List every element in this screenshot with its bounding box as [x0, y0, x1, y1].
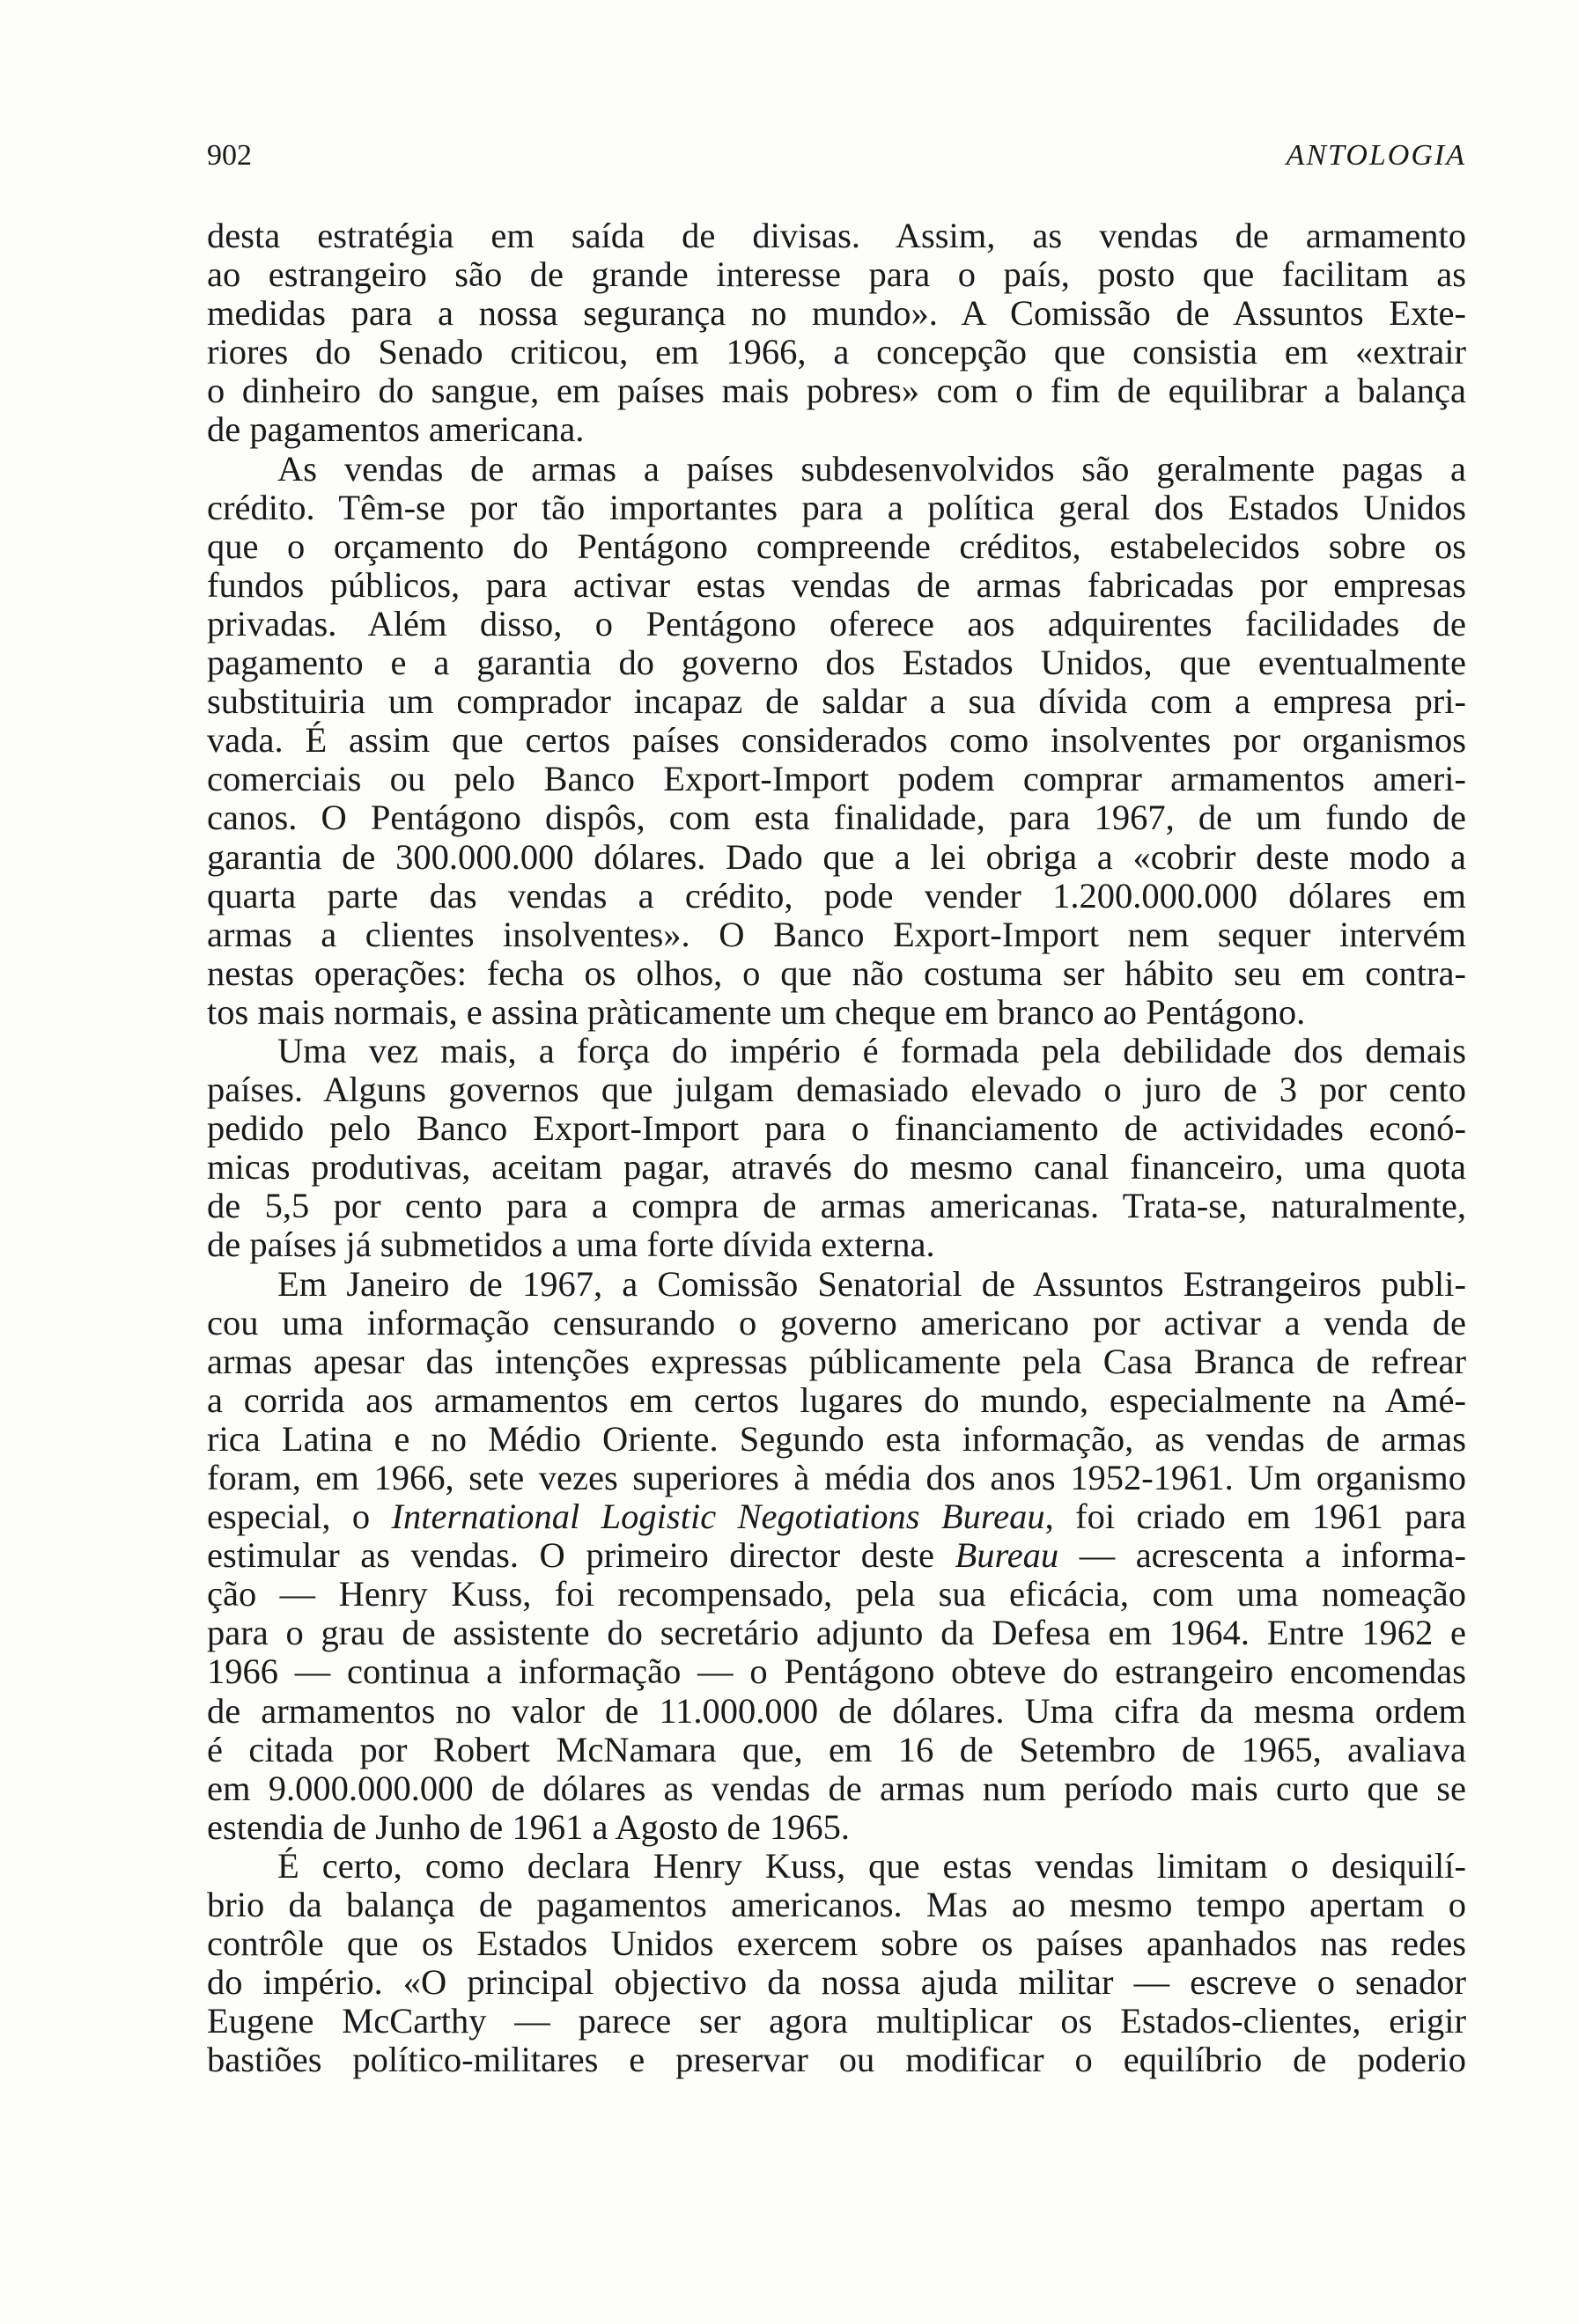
text-line: para o grau de assistente do secretário adjunto da Defesa em 1964. Entre 1962 e [207, 1613, 1466, 1653]
text-line: substituiria um comprador incapaz de saldar a sua dívida com a empresa pri- [207, 681, 1466, 722]
paragraph-1 [207, 217, 1466, 450]
text-line: de armamentos no valor de 11.000.000 de dólares. Uma cifra da mesma ordem [207, 1690, 1466, 1731]
text-line: nestas operações: fecha os olhos, o que não costuma ser hábito seu em contra- [207, 952, 1466, 993]
text-line: estendia de Junho de 1961 a Agosto de 1965. [207, 1806, 851, 1847]
text-line: armas apesar das intenções expressas públicamente pela Casa Branca de refrear [207, 1341, 1466, 1381]
text-line: brio da balança de pagamentos americanos. Mas ao mesmo tempo apertam o [207, 1885, 1466, 1925]
paragraph-4 [207, 1265, 1466, 1847]
text-line: canos. O Pentágono dispôs, com esta finalidade, para 1967, de um fundo de [207, 798, 1466, 838]
text-line: do império. «O principal objectivo da nossa ajuda militar — escreve o senador [207, 1962, 1466, 2003]
text-line: crédito. Têm-se por tão importantes para a política geral dos Estados Unidos [207, 487, 1466, 527]
page-number: 902 [207, 139, 252, 172]
text-line: bastiões político-militares e preservar ou modificar o equilíbrio de poderio [207, 2040, 1466, 2080]
running-header [207, 134, 1466, 178]
paragraph-5 [207, 1847, 1466, 2080]
text-line: especial, o International Logistic Negotiations Bureau, foi criado em 1961 para [207, 1497, 1466, 1537]
text-line: As vendas de armas a países subdesenvolvidos são geralmente pagas a [277, 448, 1466, 489]
text-line: a corrida aos armamentos em certos lugares do mundo, especialmente na Amé- [207, 1379, 1466, 1420]
text-line: privadas. Além disso, o Pentágono oferece aos adquirentes facilidades de [207, 603, 1466, 644]
text-line: fundos públicos, para activar estas vendas de armas fabricadas por empresas [207, 564, 1466, 605]
text-line: tos mais normais, e assina pràticamente um cheque em branco ao Pentágono. [207, 991, 1306, 1032]
text-line: garantia de 300.000.000 dólares. Dado que a lei obriga a «cobrir deste modo a [207, 836, 1466, 877]
text-line: rica Latina e no Médio Oriente. Segundo esta informação, as vendas de armas [207, 1418, 1466, 1459]
section-title: ANTOLOGIA [1286, 139, 1466, 172]
italic-title: Bureau [955, 1535, 1059, 1576]
text-line: pedido pelo Banco Export-Import para o financiamento de actividades econó- [207, 1108, 1466, 1149]
text-line: que o orçamento do Pentágono compreende créditos, estabelecidos sobre os [207, 526, 1466, 566]
text-line: micas produtivas, aceitam pagar, através do mesmo canal financeiro, uma quota [207, 1147, 1466, 1188]
text-line: Uma vez mais, a força do império é formada pela debilidade dos demais [277, 1030, 1466, 1070]
italic-title: International Logistic Negotiations Bureau [391, 1497, 1045, 1537]
text-line: vada. É assim que certos países considerados como insolventes por organismos [207, 720, 1466, 761]
text-line: estimular as vendas. O primeiro director deste Bureau — acrescenta a informa- [207, 1535, 1466, 1576]
text-line: de pagamentos americana. [207, 409, 585, 450]
text-line: foram, em 1966, sete vezes superiores à média dos anos 1952-1961. Um organismo [207, 1458, 1466, 1497]
text-line: de 5,5 por cento para a compra de armas americanas. Trata-se, naturalmente, [207, 1186, 1466, 1226]
text-line: o dinheiro do sangue, em países mais pobres» com o fim de equilibrar a balança [207, 371, 1466, 411]
text-line: países. Alguns governos que julgam demasiado elevado o juro de 3 por cento [207, 1070, 1466, 1110]
text-line: 1966 — continua a informação — o Pentágono obteve do estrangeiro encomendas [207, 1651, 1466, 1692]
text-line: em 9.000.000.000 de dólares as vendas de armas num período mais curto que se [207, 1768, 1466, 1808]
body-text [207, 217, 1466, 2080]
text-line: pagamento e a garantia do governo dos Estados Unidos, que eventualmente [207, 643, 1466, 683]
paragraph-3 [207, 1032, 1466, 1265]
text-line: ção — Henry Kuss, foi recompensado, pela sua eficácia, com uma nomeação [207, 1574, 1466, 1614]
text-line: É certo, como declara Henry Kuss, que estas vendas limitam o desiquilí- [277, 1845, 1466, 1886]
text-line: comerciais ou pelo Banco Export-Import podem comprar armamentos ameri- [207, 759, 1466, 799]
text-line: contrôle que os Estados Unidos exercem sobre os países apanhados nas redes [207, 1923, 1466, 1964]
text-line: medidas para a nossa segurança no mundo». A Comissão de Assuntos Exte- [207, 293, 1466, 334]
text-line: Eugene McCarthy — parece ser agora multiplicar os Estados-clientes, erigir [207, 2001, 1466, 2041]
text-line: de países já submetidos a uma forte dívida externa. [207, 1225, 935, 1265]
text-line: riores do Senado criticou, em 1966, a concepção que consistia em «extrair [207, 332, 1466, 372]
text-line: é citada por Robert McNamara que, em 16 de Setembro de 1965, avaliava [207, 1729, 1466, 1769]
text-line: desta estratégia em saída de divisas. Assim, as vendas de armamento [207, 216, 1466, 255]
paragraph-2 [207, 450, 1466, 1032]
text-line: quarta parte das vendas a crédito, pode vender 1.200.000.000 dólares em [207, 875, 1466, 916]
text-line: Em Janeiro de 1967, a Comissão Senatorial de Assuntos Estrangeiros publi- [277, 1263, 1466, 1304]
text-line: ao estrangeiro são de grande interesse para o país, posto que facilitam as [207, 254, 1466, 295]
text-line: armas a clientes insolventes». O Banco Export-Import nem sequer intervém [207, 914, 1466, 954]
text-line: cou uma informação censurando o governo americano por activar a venda de [207, 1302, 1466, 1342]
